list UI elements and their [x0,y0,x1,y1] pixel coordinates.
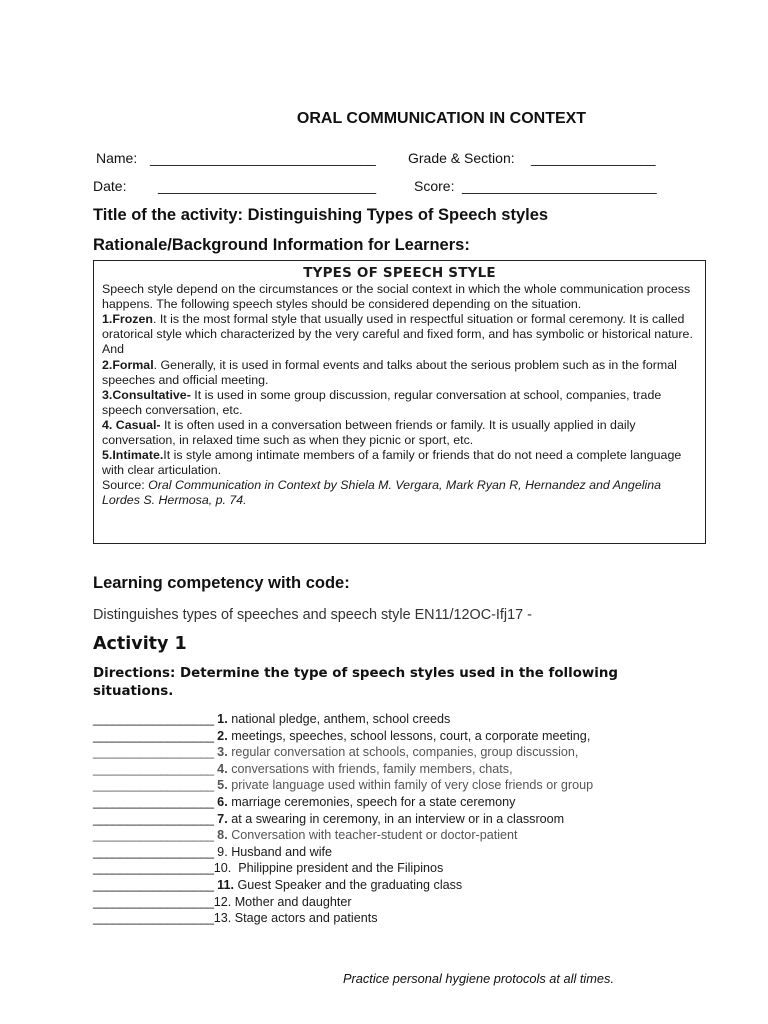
style-formal [102,358,697,388]
activity-heading: Activity 1 [93,634,187,654]
list-item [93,844,593,861]
list-item [93,777,593,794]
item-number: 7. [213,811,228,826]
grade-section-blank-line[interactable]: ________________ [531,150,656,166]
answer-blank[interactable]: __________________ [93,712,214,726]
date-field-label: Date: [93,178,127,194]
answer-blank[interactable]: __________________ [93,794,214,809]
list-item [93,860,593,877]
list-item [93,827,593,844]
activity-title-heading: Title of the activity: Distinguishing Types of Speech styles [93,206,549,224]
competency-text: Distinguishes types of speeches and speech style EN11/12OC-Ifj17 - [93,607,532,623]
style-description: It is often used in a conversation between friends or family. It is usually applied in daily conversation, in relaxed time such as when they picnic or sport, etc. [102,417,636,448]
rationale-heading-colon: : [464,236,470,254]
info-box-intro: Speech style depend on the circumstances or the social context in which the whole communication process happens. The following speech styles should be considered depending on the situation. [102,282,691,312]
item-text: 10. Philippine president and the Filipinos [213,861,444,876]
style-term: 4. Casual- [102,417,161,432]
item-text: meetings, speeches, school lessons, court, a corporate meeting, [227,728,591,743]
name-blank-line[interactable]: _____________________________ [150,150,376,166]
item-number: 5. [213,778,228,793]
page-title: ORAL COMMUNICATION IN CONTEXT [296,110,587,127]
answer-blank[interactable]: __________________ [93,728,214,743]
item-number: 11. [213,877,234,892]
score-blank-line[interactable]: _________________________ [462,178,657,194]
answer-blank[interactable]: __________________ [93,911,214,926]
source-text: Oral Communication in Context by Shiela M. Vergara, Mark Ryan R, Hernandez and Angelina Lordes S. Hermosa, p. 74. [102,478,662,508]
answer-blank[interactable]: __________________ [93,745,214,760]
list-item [93,711,593,728]
item-text: at a swearing in ceremony, in an interview or in a classroom [227,811,565,826]
item-number: 3. [213,745,228,760]
competency-heading: Learning competency with code: [93,574,350,592]
style-term: 5.Intimate. [102,448,164,463]
style-description: It is used in some group discussion, regular conversation at school, companies, trade speech conversation, etc. [102,387,662,417]
list-item [93,877,593,894]
answer-blank[interactable]: __________________ [93,778,214,793]
style-term: 3.Consultative- [102,387,191,402]
item-number: 8. [213,828,228,843]
list-item [93,728,593,745]
style-frozen [102,312,697,357]
item-text: Conversation with teacher-student or doctor-patient [227,828,518,843]
answer-blank[interactable]: __________________ [93,828,214,843]
item-number: 2. [213,728,228,743]
item-text: marriage ceremonies, speech for a state ceremony [227,794,516,809]
item-text: regular conversation at schools, companies, group discussion, [227,745,579,760]
style-consultative [102,388,697,418]
grade-section-label: Grade & Section: [408,150,515,166]
source-citation [102,478,697,508]
item-text: 13. Stage actors and patients [213,911,378,926]
answer-blank[interactable]: __________________ [93,761,214,776]
answer-blank[interactable]: __________________ [93,877,214,892]
item-number: 4. [213,761,228,776]
style-casual [102,418,697,448]
item-text: Guest Speaker and the graduating class [234,877,463,892]
style-intimate [102,448,697,478]
style-description: It is style among intimate members of a family or friends that do not need a complete language with clear articulation. [102,448,682,478]
date-blank-line[interactable]: ____________________________ [158,178,377,194]
score-label: Score: [414,178,455,194]
list-item [93,894,593,911]
answer-blank[interactable]: __________________ [93,811,214,826]
source-label: Source: [102,478,149,493]
item-text: conversations with friends, family members, chats, [227,761,513,776]
rationale-heading [93,236,470,255]
item-number: 6. [213,794,228,809]
directions-text: Directions: Determine the type of speech styles used in the following situations. [93,666,619,699]
item-text: 9. Husband and wife [213,844,333,859]
answer-blank[interactable]: __________________ [93,844,214,859]
list-item [93,761,593,778]
info-box-title: TYPES OF SPEECH STYLE [303,265,496,281]
item-text: 12. Mother and daughter [213,894,352,909]
list-item [93,910,593,927]
answer-blank[interactable]: __________________ [93,861,214,876]
footer-reminder: Practice personal hygiene protocols at all times. [343,971,615,986]
list-item [93,811,593,828]
list-item [93,744,593,761]
item-number: 1. [213,712,228,726]
style-term: 1.Frozen [102,312,153,327]
style-description: . Generally, it is used in formal events and talks about the serious problem such as in the formal speeches and official meeting. [102,357,677,387]
answer-blank[interactable]: __________________ [93,894,214,909]
style-term: 2.Formal [102,357,154,372]
rationale-heading-text: Rationale/Background Information for Learners [93,236,465,254]
list-item [93,794,593,811]
name-field-label: Name: [96,150,138,166]
speech-style-info-box [93,260,706,544]
style-description: . It is the most formal style that usually used in respectful situation or formal ceremony. It is called oratorical style which characterized by the very careful and fixed form, and has symbolic or historical nature. And [102,312,693,357]
item-text: national pledge, anthem, school creeds [227,712,451,726]
item-text: private language used within family of very close friends or group [227,778,594,793]
situation-list [93,711,593,927]
